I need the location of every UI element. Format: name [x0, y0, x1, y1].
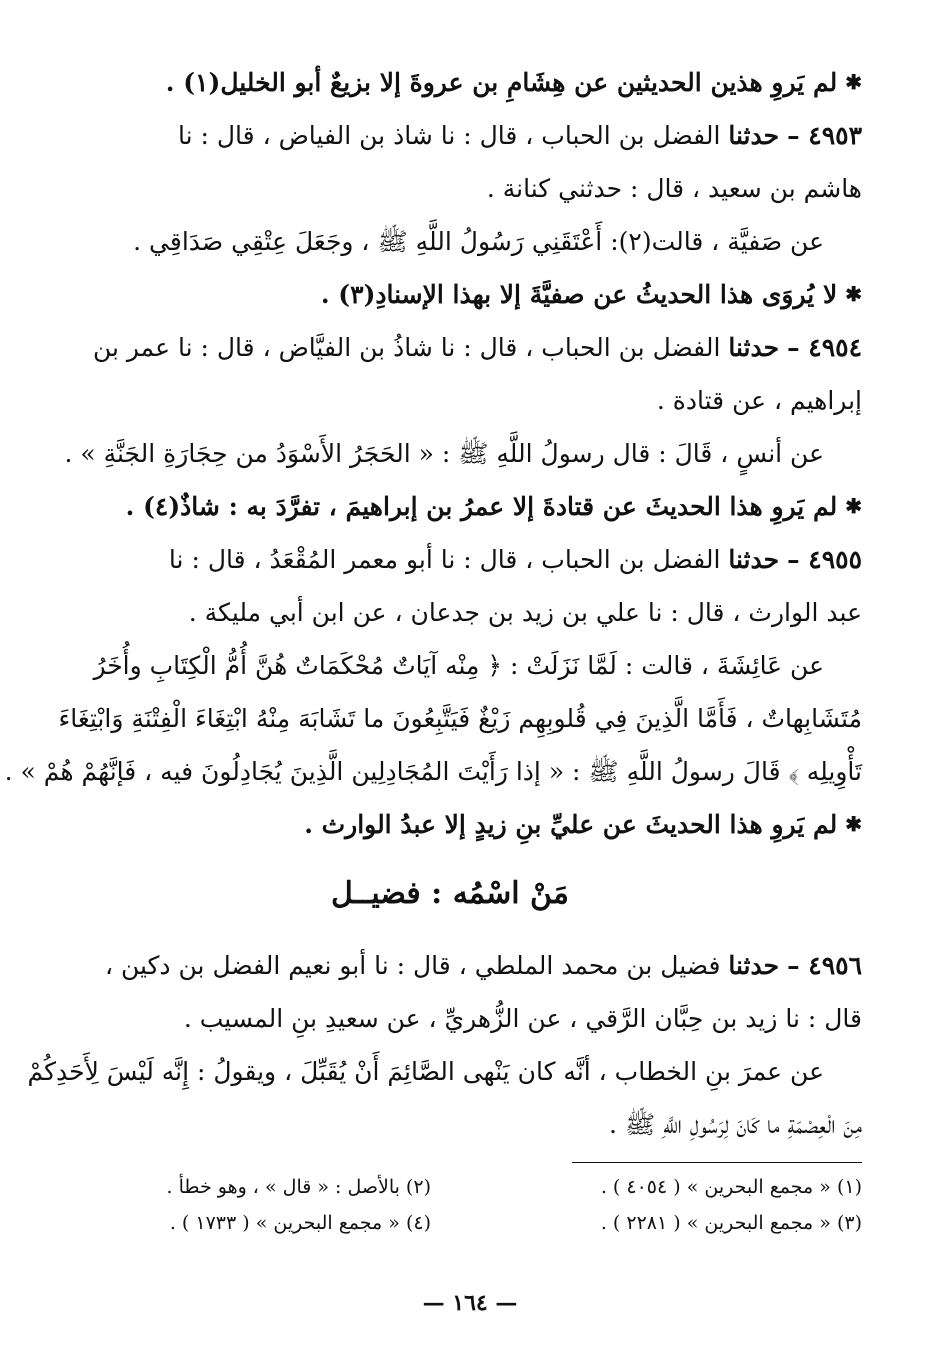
hadith-block-2 [27, 939, 862, 1151]
text-line: عبد الوارث ، قال : نا علي بن زيد بن جدعان ، عن ابن أبي مليكة . [188, 598, 862, 627]
footnote-1: (١) « مجمع البحرين » ( ٤٠٥٤ ) . [600, 1176, 862, 1198]
star-icon: ✱ [845, 494, 862, 518]
section-title: مَنْ اسْمُه : فضيــل [331, 876, 569, 911]
text-line: تَأْوِيلِه ﴾ قَالَ رسولُ اللَّهِ ﷺ : « إذا رَأَيْتَ المُجَادِلِين الَّذِينَ يُجَادِلُونَ فيه ، فَإنَّهُمْ هُمْ » . [4, 757, 862, 786]
star-icon: ✱ [845, 812, 862, 836]
page-number: — ١٦٤ — [422, 1290, 518, 1316]
hadith-number: ٤٩٥٥ – [787, 545, 862, 574]
commentary-text: لم يَروِ هذين الحديثين عن هِشَامِ بن عروةَ إلا بزيعٌ أبو الخليل(١) . [165, 68, 838, 97]
hadith-header-line [38, 321, 862, 374]
commentary-line [38, 56, 862, 109]
matn-line: عن أنسٍ ، قَالَ : قال رسولُ اللَّهِ ﷺ : « الحَجَرُ الأَسْوَدُ من حِجَارَةِ الجَنَّةِ » . [64, 439, 824, 468]
footnote-3: (٣) « مجمع البحرين » ( ٢٢٨١ ) . [600, 1212, 862, 1234]
star-icon: ✱ [845, 282, 862, 306]
matn-line: عن عمرَ بنِ الخطاب ، أنَّه كان يَنْهى الصَّائِمَ أَنْ يُقَبِّلَ ، ويقولُ : إِنَّه لَيْسَ لِأَحَدِكُمْ [27, 1057, 824, 1086]
commentary-text: لا يُروَى هذا الحديثُ عن صفيَّةَ إلا بهذا الإسنادِ(٣) . [320, 280, 838, 309]
hadith-header-line [38, 939, 862, 992]
text-line: هاشم بن سعيد ، قال : حدثني كنانة . [486, 174, 862, 203]
hadith-header-line [38, 109, 862, 162]
footnotes [40, 1172, 862, 1238]
matn-line: عن عَائِشَةَ ، قالت : لَمَّا نَزَلَتْ : ﴿ مِنْه آيَاتٌ مُحْكَمَاتٌ هُنَّ أُمُّ الْكِتَابِ وأُخَرُ [93, 651, 824, 680]
isnad-text: فضيل بن محمد الملطي ، قال : نا أبو نعيم الفضل بن دكين ، [104, 951, 721, 980]
hadith-number: ٤٩٥٦ – [787, 951, 862, 980]
hadith-lead-word: حدثنا [728, 333, 780, 362]
commentary-text: لم يَروِ هذا الحديثَ عن عليِّ بنِ زيدٍ إلا عبدُ الوارث . [304, 810, 838, 839]
footnote-4: (٤) « مجمع البحرين » ( ١٧٣٣ ) . [169, 1212, 431, 1234]
footnote-2: (٢) بالأصل : « قال » ، وهو خطأ . [166, 1176, 431, 1198]
isnad-text: الفضل بن الحباب ، قال : نا شاذ بن الفياض ، قال : نا [178, 121, 721, 150]
hadith-lead-word: حدثنا [728, 951, 780, 980]
text-line: قال : نا زيد بن حِبَّان الرَّقي ، عن الزُّهريِّ ، عن سعيدِ بنِ المسيب . [183, 1004, 862, 1033]
footnote-divider [572, 1162, 862, 1163]
isnad-text: الفضل بن الحباب ، قال : نا شاذُ بن الفيَّاض ، قال : نا عمر بن [92, 333, 721, 362]
text-line: مِنَ الْعِصْمَةِ ما كَانَ لِرَسُولِ اللَّهِ ﷺ . [609, 1110, 862, 1139]
commentary-line [38, 798, 862, 851]
hadith-header-line [38, 533, 862, 586]
hadith-lead-word: حدثنا [728, 545, 780, 574]
isnad-text: الفضل بن الحباب ، قال : نا أبو معمر المُقْعَدُ ، قال : نا [168, 545, 721, 574]
matn-line: عن صَفيَّة ، قالت(٢): أَعْتَقَنِي رَسُولُ اللَّهِ ﷺ ، وجَعَلَ عِتْقِي صَدَاقِي . [133, 227, 824, 256]
text-line: مُتَشَابِهاتٌ ، فَأَمَّا الَّذِينَ فِي قُلوبِهِم زَيْغٌ فَيَتَّبِعُونَ ما تَشَابَهَ مِنْهُ ابْتِغَاءَ الْفِتْنَةِ وَابْتِغَاءَ [58, 704, 862, 733]
commentary-line [38, 480, 862, 533]
hadith-number: ٤٩٥٤ – [787, 333, 862, 362]
star-icon: ✱ [845, 70, 862, 94]
hadith-number: ٤٩٥٣ – [787, 121, 862, 150]
hadith-block-1 [4, 56, 862, 851]
hadith-lead-word: حدثنا [728, 121, 780, 150]
text-line: إبراهيم ، عن قتادة . [656, 386, 862, 415]
commentary-line [38, 268, 862, 321]
commentary-text: لم يَروِ هذا الحديثَ عن قتادةَ إلا عمرُ بن إبراهيمَ ، تفرَّدَ به : شاذٌ(٤) . [125, 492, 838, 521]
